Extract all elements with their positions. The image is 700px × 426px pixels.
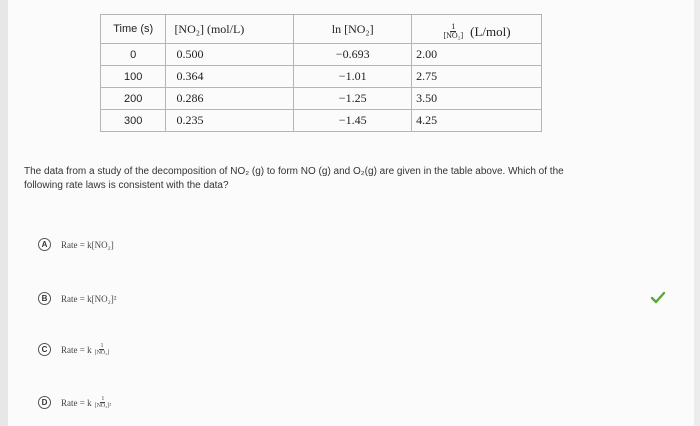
option-d[interactable] (38, 396, 111, 409)
cell-inverse: 4.25 (412, 110, 542, 132)
left-edge-shadow (0, 0, 8, 426)
header-ln-concentration: ln [NO₂] (294, 15, 412, 44)
cell-time: 0 (101, 44, 166, 66)
inverse-fraction: $\frac{1}{\text{[NO₂]}}$ (443, 22, 464, 40)
option-c-prefix: Rate = k (61, 344, 92, 355)
option-d-badge: D (38, 396, 51, 409)
inverse-unit: (L/mol) (470, 23, 511, 39)
cell-ln: −1.45 (294, 110, 412, 132)
cell-ln: −1.01 (294, 66, 412, 88)
table-row (101, 44, 542, 66)
option-d-prefix: Rate = k (61, 397, 92, 408)
option-c-fraction: $\frac{1}{\text{[NO₂]}}$ (94, 343, 110, 356)
option-d-text (61, 396, 111, 409)
option-c-badge: C (38, 343, 51, 356)
cell-ln: −0.693 (294, 44, 412, 66)
question-line-1: The data from a study of the decomposition of NO₂ (g) to form NO (g) and O₂(g) are given in the table above. Which of the (24, 166, 564, 177)
cell-inverse: 2.00 (412, 44, 542, 66)
table-row (101, 66, 542, 88)
cell-time: 200 (101, 88, 166, 110)
data-table (100, 14, 542, 132)
cell-concentration: 0.500 (166, 44, 294, 66)
header-inverse-concentration (412, 15, 542, 44)
cell-concentration: 0.286 (166, 88, 294, 110)
checkmark-icon (650, 291, 666, 305)
option-c[interactable] (38, 343, 109, 356)
option-b[interactable] (38, 292, 116, 305)
table-header-row (101, 15, 542, 44)
option-d-fraction: $\frac{1}{\text{[NO₂]²}}$ (94, 396, 112, 409)
cell-concentration: 0.364 (166, 66, 294, 88)
question-line-2: following rate laws is consistent with the data? (24, 180, 229, 191)
cell-inverse: 3.50 (412, 88, 542, 110)
cell-inverse: 2.75 (412, 66, 542, 88)
option-b-badge: B (38, 292, 51, 305)
cell-ln: −1.25 (294, 88, 412, 110)
table-row (101, 110, 542, 132)
right-edge-shadow (694, 0, 700, 426)
option-c-text (61, 343, 109, 356)
header-time: Time (s) (101, 15, 166, 44)
option-a[interactable] (38, 238, 114, 251)
question-text (24, 165, 644, 193)
option-b-text: Rate = k[NO₂]² (61, 293, 117, 304)
option-a-badge: A (38, 238, 51, 251)
cell-time: 100 (101, 66, 166, 88)
cell-time: 300 (101, 110, 166, 132)
table-row (101, 88, 542, 110)
option-a-text: Rate = k[NO₂] (61, 239, 114, 250)
cell-concentration: 0.235 (166, 110, 294, 132)
header-concentration: [NO₂] (mol/L) (166, 15, 294, 44)
